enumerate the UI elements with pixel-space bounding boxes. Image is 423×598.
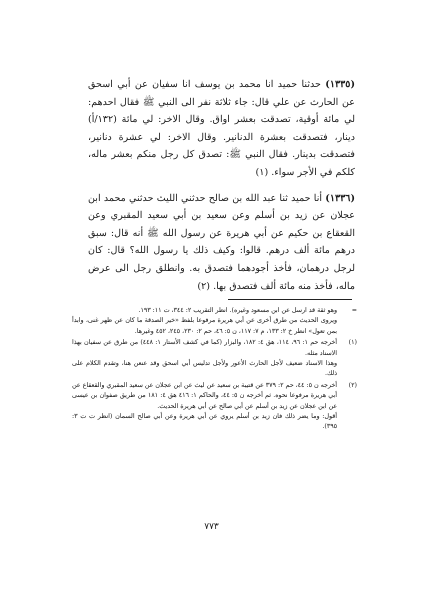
- hadith-1336: [88, 190, 355, 296]
- page-number: ٧٧٣: [204, 522, 219, 532]
- footnote-line: وهو ثقة قد ارسل عن ابن مسعود وغيره). انظر التقريب ٢: ٣٤٤، ت ١١: ١٩٣.: [138, 307, 337, 314]
- footnote-mark: (٢): [348, 381, 357, 389]
- main-text: [88, 76, 355, 295]
- footnote-1: [72, 338, 357, 380]
- footnote-line: أقول: وما يضر ذلك فان زيد بن أسلم يروي عن أبي هريرة وعن أبي صالح السمان (انظر ت ت ٣: ٣٩٥).: [72, 413, 337, 431]
- hadith-1335: [88, 76, 355, 182]
- hadith-number: (١٣٣٥): [325, 79, 355, 90]
- hadith-number: (١٣٣٦): [325, 192, 355, 204]
- footnotes: [72, 306, 357, 434]
- footnote-mark: (١): [348, 339, 357, 347]
- footnote-body: [72, 306, 337, 337]
- hadith-text: حدثنا حميد انا محمد بن يوسف انا سفيان عن أبي اسحق عن الحارث عن علي قال: جاء ثلاثة نفر الى النبي ﷺ فقال احدهم: لي مائة أوقية، تصدقت بعشر اواق. وقال الاخر: لي مائة (١٣٢/أ) دينار، فتصدقت بعشرة الدنانير. وقال الاخر: لي عشرة دنانير، فتصدقت بدينار. فقال النبي ﷺ: تصدق كل رجل منكم بعشر ماله، كلكم في الأجر سواء. (١): [88, 79, 355, 178]
- footnote-body: [72, 338, 337, 380]
- footnote-mark: =: [351, 307, 357, 314]
- footnote-line: أخرجه ن ٥: ٤٤، حم ٢: ٣٧٩ عن قتيبة بن سعيد عن ليث عن ابن عجلان عن سعيد المقبري والقعقاع عن أبي هريرة مرفوعا نحوه. ثم أخرجه ن ٥: ٤٤، والحاكم ١: ٤١٦ هق ٤: ١٨١ من طريق صفوان بن عيسى عن ابن عجلان عن زيد بن أسلم عن أبي صالح عن أبي هريرة الحديث.: [72, 381, 338, 410]
- footnote-2: [72, 381, 357, 433]
- hadith-text: أنا حميد ثنا عبد الله بن صالح حدثني الليث حدثني محمد ابن عجلان عن زيد بن أسلم وعن سعيد بن أبي سعيد المقبري وعن القعقاع بن حكيم عن أبي هريرة عن رسول الله ﷺ أنه قال: سبق درهم مائة ألف درهم. قالوا: وكيف ذلك يا رسول الله؟ قال: كان لرجل درهمان، فأخذ أجودهما فتصدق به. وانطلق رجل الى عرض ماله، فأخذ منه مائة ألف فتصدق بها. (٢): [88, 192, 355, 292]
- footnote-line: ويروى الحديث من طرق أخرى عن أبي هريرة مرفوعا بلفظ «خير الصدقة ما كان عن ظهر غنى، وابدأ بمن تعول» انظر خ ٢: ١٣٣، م ٧: ١١٧، ن ٥: ٤٦، حم ٢: ٢٣٠، ٢٤٥، ٤٥٢ وغيرها.: [72, 317, 337, 335]
- footnote-line: أخرجه حم ١: ٩٦، ١١٤، هق ٤: ١٨٢، والبزار (كما في كشف الأستار ١: ٤٤٨) من طرق عن سفيان بهذا الاسناد مثله.: [72, 339, 338, 357]
- footnote-continued: [72, 306, 357, 337]
- footnote-divider: [228, 299, 352, 300]
- footnote-body: [72, 381, 337, 433]
- footnote-line: وهذا الاسناد ضعيف لأجل الحارث الأعور ولأجل تدليس أبي اسحق وقد عنعن هنا، وتقدم الكلام على ذلك.: [72, 360, 337, 378]
